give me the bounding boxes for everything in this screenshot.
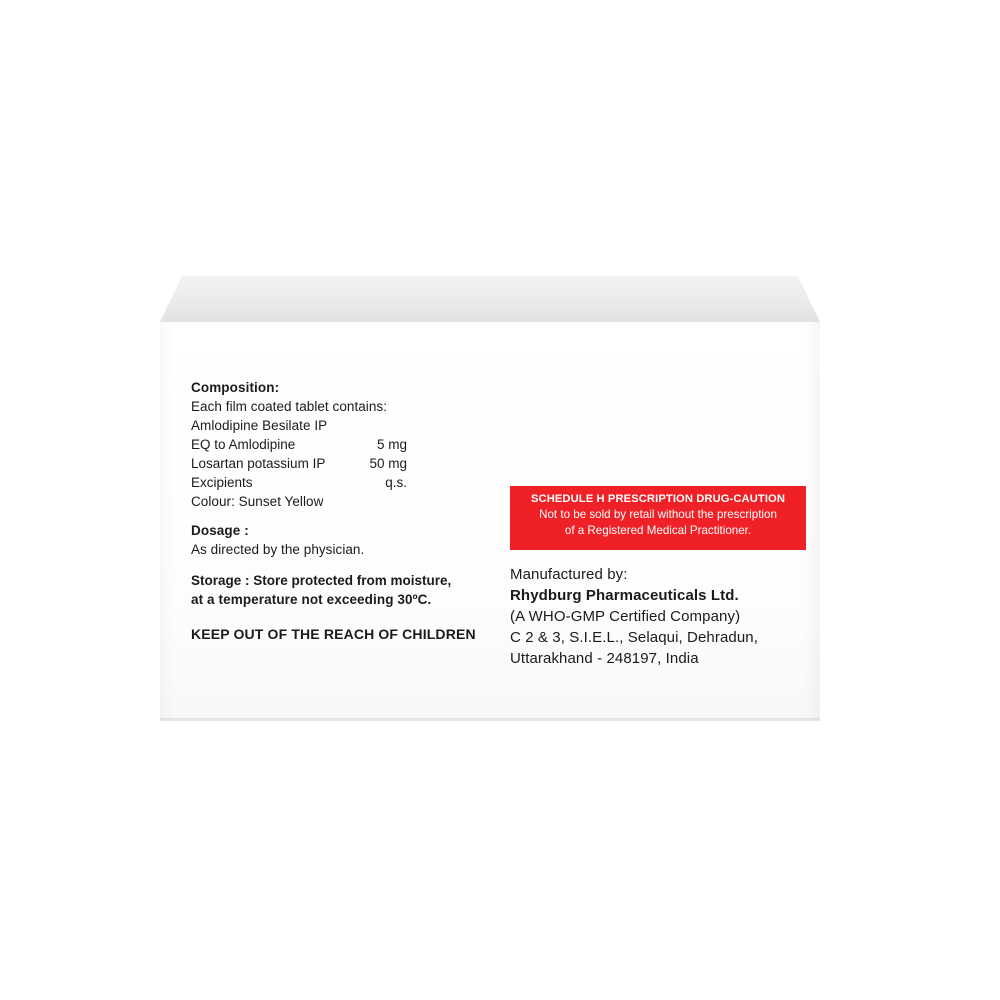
ingredient-row: [191, 473, 407, 492]
manufacturer-company-name: Rhydburg Pharmaceuticals Ltd.: [510, 587, 739, 604]
keep-out-of-reach-warning: KEEP OUT OF THE REACH OF CHILDREN: [191, 626, 476, 642]
storage-line-2: at a temperature not exceeding 30ºC.: [191, 592, 432, 607]
dosage-heading: Dosage :: [191, 523, 249, 538]
composition-subheading: Each film coated tablet contains:: [191, 399, 388, 414]
ingredient-value: 5 mg: [376, 437, 407, 452]
storage-line-1: Storage : Store protected from moisture,: [191, 573, 452, 588]
manufacturer-address-line-1: C 2 & 3, S.I.E.L., Selaqui, Dehradun,: [510, 629, 759, 646]
schedule-h-line-1: Not to be sold by retail without the prescription: [539, 508, 777, 521]
ingredient-row: [191, 454, 407, 473]
composition-heading: Composition:: [191, 380, 280, 395]
carton-top-face: [160, 276, 820, 322]
medicine-carton: [160, 276, 820, 720]
ingredient-base-name: Amlodipine Besilate IP: [191, 418, 328, 433]
dosage-text: As directed by the physician.: [191, 542, 365, 557]
ingredient-name: EQ to Amlodipine: [191, 437, 296, 452]
ingredient-name: Excipients: [191, 475, 253, 490]
carton-printed-content: [160, 322, 820, 720]
schedule-h-warning-box: [510, 486, 806, 550]
manufactured-by-label: Manufactured by:: [510, 566, 628, 583]
manufacturer-block: [510, 564, 810, 669]
composition-block: [191, 378, 481, 644]
colour-line: Colour: Sunset Yellow: [191, 494, 324, 509]
ingredient-name: Losartan potassium IP: [191, 456, 326, 471]
ingredient-value: q.s.: [385, 475, 407, 490]
schedule-h-line-2: of a Registered Medical Practitioner.: [564, 524, 752, 537]
manufacturer-address-line-2: Uttarakhand - 248197, India: [510, 650, 699, 667]
schedule-h-title: SCHEDULE H PRESCRIPTION DRUG-CAUTION: [530, 493, 786, 505]
ingredient-row: [191, 435, 407, 454]
ingredient-value: 50 mg: [369, 456, 407, 471]
manufacturer-certification: (A WHO-GMP Certified Company): [510, 608, 741, 625]
